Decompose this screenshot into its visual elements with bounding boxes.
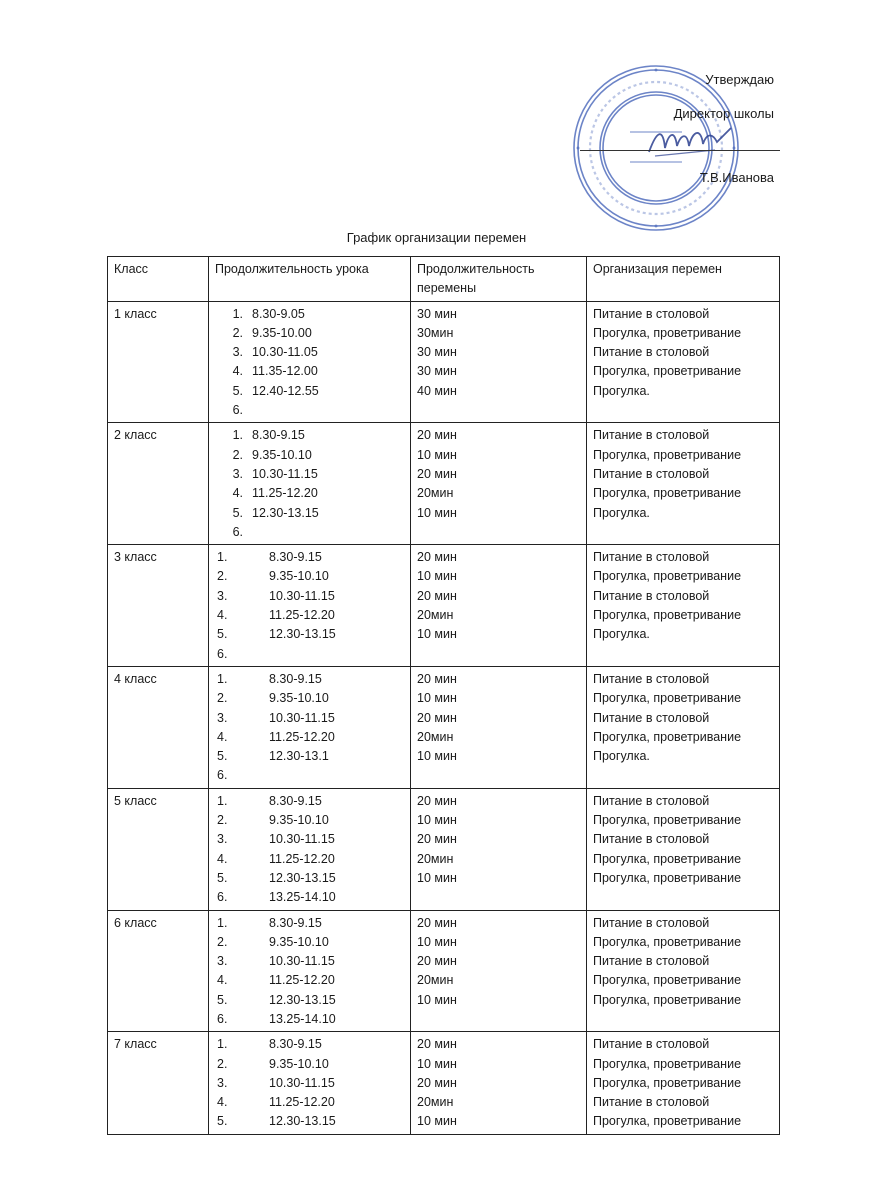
break-activity: Прогулка, проветривание (593, 569, 742, 584)
lesson-item (215, 426, 404, 445)
break-duration: 20мин (417, 486, 454, 501)
header-break-organization: Организация перемен (587, 257, 780, 302)
table-row (108, 1032, 780, 1134)
break-activity: Прогулка, проветривание (593, 447, 742, 462)
signature-line (580, 150, 780, 151)
table-row (108, 545, 780, 667)
director-name: Т.В.Иванова (699, 170, 774, 185)
break-duration: 10 мин (417, 627, 457, 642)
lesson-number: 1. (217, 1037, 228, 1052)
break-duration: 10 мин (417, 749, 457, 764)
break-duration: 10 мин (417, 934, 457, 949)
lesson-item (215, 382, 404, 401)
lesson-time: 9.35-10.10 (269, 569, 329, 584)
lesson-number: 4. (232, 364, 243, 379)
lesson-item (215, 504, 404, 523)
break-duration: 10 мин (417, 813, 457, 828)
lesson-number: 6. (217, 890, 228, 905)
table-row (108, 666, 780, 788)
class-cell: 6 класс (108, 910, 209, 1032)
lessons-cell (209, 666, 411, 788)
break-activity: Питание в столовой (593, 345, 710, 360)
lesson-item (215, 1055, 404, 1074)
lesson-item (215, 991, 404, 1010)
class-cell: 7 класс (108, 1032, 209, 1134)
lesson-item (215, 689, 404, 708)
lesson-time: 8.30-9.15 (269, 671, 322, 686)
lesson-time: 12.30-13.1 (269, 749, 329, 764)
break-activity: Прогулка, проветривание (593, 992, 742, 1007)
lesson-number: 1. (232, 428, 243, 443)
organization-cell (587, 545, 780, 667)
lesson-item (215, 465, 404, 484)
break-activity: Прогулка. (593, 505, 650, 520)
break-activity: Питание в столовой (593, 306, 710, 321)
class-cell: 4 класс (108, 666, 209, 788)
table-row (108, 788, 780, 910)
organization-cell (587, 423, 780, 545)
break-activity: Питание в столовой (593, 466, 710, 481)
lesson-time: 12.30-13.15 (269, 627, 336, 642)
break-duration: 20мин (417, 729, 454, 744)
header-break-duration: Продолжительность перемены (411, 257, 587, 302)
lesson-time: 10.30-11.15 (269, 832, 335, 847)
lesson-number: 6. (217, 646, 228, 661)
lesson-item (215, 484, 404, 503)
lesson-number: 6. (232, 403, 243, 418)
lesson-number: 5. (217, 627, 228, 642)
lesson-time: 11.35-12.00 (252, 364, 318, 379)
lesson-number: 5. (217, 749, 228, 764)
lesson-item (215, 324, 404, 343)
lesson-time: 10.30-11.15 (269, 954, 335, 969)
break-activity: Питание в столовой (593, 793, 710, 808)
lesson-number: 3. (232, 466, 243, 481)
break-duration: 30 мин (417, 306, 457, 321)
break-duration: 10 мин (417, 691, 457, 706)
lesson-number: 3. (217, 710, 228, 725)
lesson-time: 10.30-11.15 (269, 1075, 335, 1090)
break-activity: Питание в столовой (593, 671, 710, 686)
lesson-time: 10.30-11.05 (252, 345, 318, 360)
breaks-cell (411, 301, 587, 423)
break-duration: 30мин (417, 325, 454, 340)
lesson-number: 3. (217, 588, 228, 603)
lesson-item (215, 869, 404, 888)
organization-cell (587, 1032, 780, 1134)
page-title: График организации перемен (346, 230, 527, 245)
lesson-number: 2. (217, 691, 228, 706)
lesson-number: 4. (232, 486, 243, 501)
break-duration: 10 мин (417, 992, 457, 1007)
lesson-number: 5. (232, 505, 243, 520)
lesson-number: 3. (217, 1075, 228, 1090)
lesson-item (215, 1093, 404, 1112)
break-duration: 20мин (417, 608, 454, 623)
lesson-item (215, 362, 404, 381)
lesson-time: 11.25-12.20 (269, 729, 335, 744)
header-lesson-duration: Продолжительность урока (209, 257, 411, 302)
break-duration: 20 мин (417, 954, 457, 969)
lesson-number: 2. (217, 934, 228, 949)
organization-cell (587, 301, 780, 423)
lesson-item (215, 888, 404, 907)
break-duration: 10 мин (417, 569, 457, 584)
lesson-time: 12.40-12.55 (252, 383, 319, 398)
break-activity: Прогулка, проветривание (593, 813, 742, 828)
lesson-time: 11.25-12.20 (269, 851, 335, 866)
break-activity: Прогулка, проветривание (593, 325, 742, 340)
lesson-item (215, 401, 404, 420)
lesson-time: 12.30-13.15 (252, 505, 319, 520)
break-activity: Прогулка, проветривание (593, 364, 742, 379)
lesson-item (215, 830, 404, 849)
table-row (108, 423, 780, 545)
lesson-number: 5. (232, 383, 243, 398)
lesson-time: 11.25-12.20 (252, 486, 318, 501)
lesson-time: 11.25-12.20 (269, 973, 335, 988)
lessons-cell (209, 1032, 411, 1134)
lesson-time: 11.25-12.20 (269, 1095, 335, 1110)
break-duration: 10 мин (417, 505, 457, 520)
break-activity: Прогулка. (593, 383, 650, 398)
break-duration: 20мин (417, 1095, 454, 1110)
header-class: Класс (108, 257, 209, 302)
lesson-time: 8.30-9.15 (252, 428, 305, 443)
lesson-item (215, 548, 404, 567)
break-activity: Питание в столовой (593, 1037, 710, 1052)
lesson-number: 2. (217, 1056, 228, 1071)
table-body (108, 301, 780, 1134)
break-activity: Питание в столовой (593, 428, 710, 443)
lessons-cell (209, 788, 411, 910)
breaks-cell (411, 423, 587, 545)
break-duration: 10 мин (417, 1056, 457, 1071)
lesson-time: 9.35-10.10 (252, 447, 312, 462)
lesson-number: 4. (217, 729, 228, 744)
break-activity: Питание в столовой (593, 1095, 710, 1110)
lesson-time: 10.30-11.15 (269, 710, 335, 725)
break-duration: 20 мин (417, 428, 457, 443)
lesson-item (215, 587, 404, 606)
table-header-row (108, 257, 780, 302)
lesson-item (215, 1035, 404, 1054)
lessons-cell (209, 301, 411, 423)
break-activity: Прогулка, проветривание (593, 934, 742, 949)
lesson-number: 1. (217, 550, 228, 565)
lesson-number: 6. (217, 768, 228, 783)
lesson-time: 12.30-13.15 (269, 1114, 336, 1129)
lesson-item (215, 645, 404, 664)
lesson-number: 1. (217, 671, 228, 686)
lesson-time: 12.30-13.15 (269, 992, 336, 1007)
lesson-number: 4. (217, 1095, 228, 1110)
break-activity: Питание в столовой (593, 550, 710, 565)
lesson-item (215, 792, 404, 811)
class-cell: 2 класс (108, 423, 209, 545)
break-activity: Прогулка, проветривание (593, 851, 742, 866)
lesson-number: 3. (217, 832, 228, 847)
lesson-number: 5. (217, 1114, 228, 1129)
lesson-time: 9.35-10.10 (269, 1056, 329, 1071)
break-activity: Прогулка, проветривание (593, 870, 742, 885)
lesson-time: 8.30-9.15 (269, 1037, 322, 1052)
break-duration: 20 мин (417, 710, 457, 725)
lesson-item (215, 850, 404, 869)
lesson-number: 1. (217, 793, 228, 808)
lesson-number: 2. (217, 813, 228, 828)
breaks-cell (411, 910, 587, 1032)
lesson-number: 4. (217, 608, 228, 623)
break-activity: Прогулка. (593, 749, 650, 764)
break-activity: Питание в столовой (593, 954, 710, 969)
lesson-time: 11.25-12.20 (269, 608, 335, 623)
break-duration: 10 мин (417, 870, 457, 885)
break-duration: 10 мин (417, 1114, 457, 1129)
lesson-item (215, 446, 404, 465)
break-duration: 20 мин (417, 1075, 457, 1090)
lesson-item (215, 606, 404, 625)
lesson-item (215, 914, 404, 933)
lessons-cell (209, 910, 411, 1032)
lesson-time: 10.30-11.15 (269, 588, 335, 603)
lesson-time: 8.30-9.05 (252, 306, 305, 321)
lesson-number: 5. (217, 992, 228, 1007)
lesson-time: 9.35-10.10 (269, 934, 329, 949)
lesson-time: 13.25-14.10 (269, 890, 336, 905)
lesson-item (215, 1112, 404, 1131)
table-row (108, 301, 780, 423)
break-activity: Прогулка, проветривание (593, 1114, 742, 1129)
break-duration: 20 мин (417, 671, 457, 686)
break-duration: 30 мин (417, 364, 457, 379)
lesson-item (215, 709, 404, 728)
break-activity: Прогулка, проветривание (593, 729, 742, 744)
organization-cell (587, 910, 780, 1032)
break-duration: 10 мин (417, 447, 457, 462)
break-activity: Прогулка, проветривание (593, 973, 742, 988)
lessons-cell (209, 545, 411, 667)
break-duration: 40 мин (417, 383, 457, 398)
lesson-number: 1. (217, 915, 228, 930)
lesson-time: 12.30-13.15 (269, 870, 336, 885)
break-duration: 20мин (417, 851, 454, 866)
schedule-table (107, 256, 780, 1135)
break-duration: 20 мин (417, 1037, 457, 1052)
break-activity: Прогулка, проветривание (593, 486, 742, 501)
break-activity: Прогулка, проветривание (593, 691, 742, 706)
lesson-number: 2. (232, 447, 243, 462)
lesson-item (215, 1074, 404, 1093)
lessons-cell (209, 423, 411, 545)
lesson-item (215, 933, 404, 952)
director-title: Директор школы (673, 106, 774, 121)
lesson-number: 3. (217, 954, 228, 969)
class-cell: 1 класс (108, 301, 209, 423)
lesson-number: 4. (217, 973, 228, 988)
lesson-number: 4. (217, 851, 228, 866)
lesson-number: 3. (232, 345, 243, 360)
break-duration: 20мин (417, 973, 454, 988)
signature-icon (645, 122, 735, 162)
break-activity: Питание в столовой (593, 832, 710, 847)
lesson-number: 1. (232, 306, 243, 321)
lesson-item (215, 766, 404, 785)
break-activity: Питание в столовой (593, 710, 710, 725)
lesson-number: 2. (232, 325, 243, 340)
lesson-item (215, 305, 404, 324)
lesson-item (215, 747, 404, 766)
break-duration: 20 мин (417, 832, 457, 847)
break-activity: Прогулка, проветривание (593, 1075, 742, 1090)
break-duration: 20 мин (417, 550, 457, 565)
lesson-item (215, 625, 404, 644)
organization-cell (587, 788, 780, 910)
lesson-time: 8.30-9.15 (269, 793, 322, 808)
lesson-time: 10.30-11.15 (252, 466, 318, 481)
organization-cell (587, 666, 780, 788)
break-activity: Питание в столовой (593, 588, 710, 603)
break-activity: Прогулка, проветривание (593, 1056, 742, 1071)
break-duration: 20 мин (417, 915, 457, 930)
lesson-item (215, 811, 404, 830)
table-row (108, 910, 780, 1032)
break-duration: 20 мин (417, 588, 457, 603)
lesson-time: 9.35-10.10 (269, 813, 329, 828)
lesson-time: 8.30-9.15 (269, 915, 322, 930)
lesson-item (215, 971, 404, 990)
lesson-time: 8.30-9.15 (269, 550, 322, 565)
breaks-cell (411, 1032, 587, 1134)
lesson-item (215, 523, 404, 542)
breaks-cell (411, 788, 587, 910)
lesson-item (215, 670, 404, 689)
class-cell: 5 класс (108, 788, 209, 910)
breaks-cell (411, 545, 587, 667)
lesson-number: 6. (232, 524, 243, 539)
break-duration: 20 мин (417, 466, 457, 481)
lesson-number: 6. (217, 1011, 228, 1026)
break-duration: 20 мин (417, 793, 457, 808)
break-activity: Прогулка. (593, 627, 650, 642)
lesson-item (215, 343, 404, 362)
break-duration: 30 мин (417, 345, 457, 360)
break-activity: Питание в столовой (593, 915, 710, 930)
lesson-time: 13.25-14.10 (269, 1011, 336, 1026)
break-activity: Прогулка, проветривание (593, 608, 742, 623)
lesson-item (215, 1010, 404, 1029)
lesson-time: 9.35-10.00 (252, 325, 312, 340)
lesson-item (215, 567, 404, 586)
lesson-item (215, 952, 404, 971)
lesson-item (215, 728, 404, 747)
approval-label: Утверждаю (705, 72, 774, 87)
lesson-time: 9.35-10.10 (269, 691, 329, 706)
class-cell: 3 класс (108, 545, 209, 667)
lesson-number: 5. (217, 870, 228, 885)
lesson-number: 2. (217, 569, 228, 584)
breaks-cell (411, 666, 587, 788)
